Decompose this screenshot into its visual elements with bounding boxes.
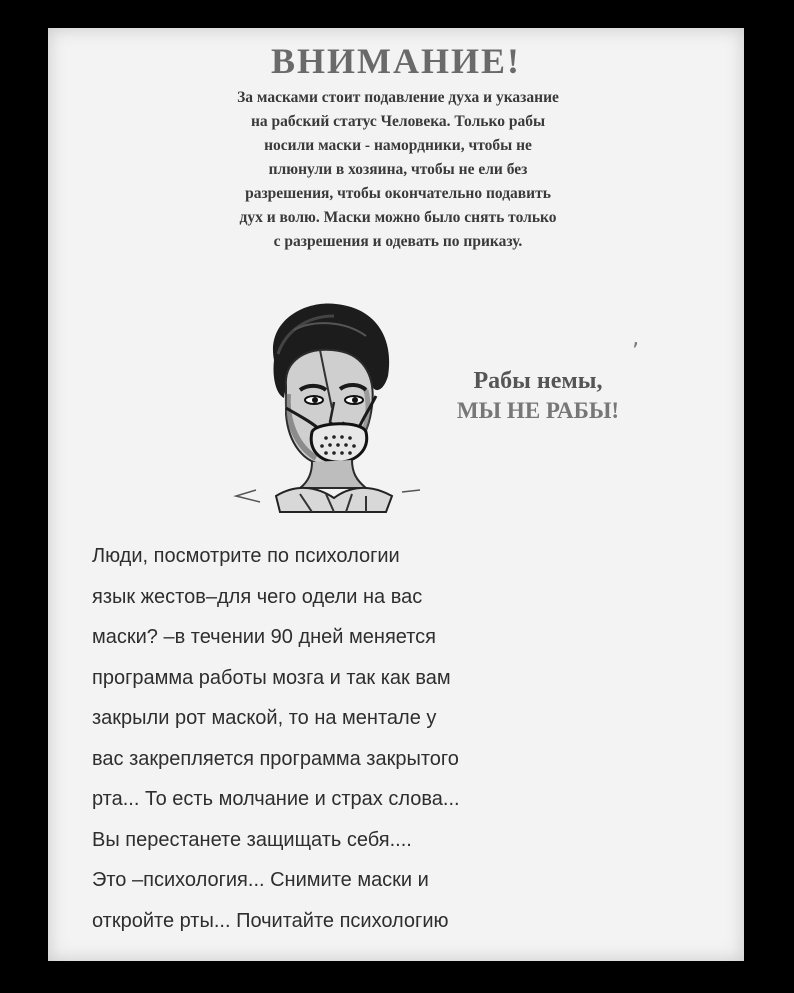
body-paragraph: [92, 536, 732, 941]
intro-line: дух и волю. Маски можно было снять только: [239, 209, 557, 226]
intro-line: носили маски - намордники, чтобы не: [264, 137, 532, 154]
body-line: Это –психология... Снимите маски и: [92, 869, 429, 891]
body-line: вас закрепляется программа закрытого: [92, 747, 459, 770]
intro-line: плюнули в хозяина, чтобы не ели без: [268, 161, 528, 178]
decorative-quote-icon: ‚: [632, 326, 639, 351]
slogan-line-1: Рабы немы,: [473, 368, 603, 394]
intro-line: с разрешения и одевать по приказу.: [273, 233, 523, 250]
body-line: маски? –в течении 90 дней меняется: [92, 626, 437, 648]
intro-paragraph: [138, 86, 658, 254]
poster-title: ВНИМАНИЕ!: [271, 41, 521, 81]
slogan: [378, 366, 698, 426]
body-line: Вы перестанете защищать себя....: [92, 828, 412, 851]
body-line: программа работы мозга и так как вам: [92, 666, 451, 689]
body-line: откройте рты... Почитайте психологию: [92, 909, 449, 932]
body-line: закрыли рот маской, то на ментале у: [92, 707, 437, 729]
body-line: Люди, посмотрите по психологии: [92, 545, 400, 567]
body-line: язык жестов–для чего одели на вас: [92, 585, 423, 608]
intro-line: разрешения, чтобы окончательно подавить: [245, 185, 551, 202]
intro-line: на рабский статус Человека. Только рабы: [250, 113, 546, 130]
intro-line: За масками стоит подавление духа и указание: [237, 89, 559, 106]
poster-sheet: [48, 28, 744, 961]
slogan-line-2: МЫ НЕ РАБЫ!: [456, 398, 620, 423]
body-line: рта... То есть молчание и страх слова...: [92, 788, 460, 810]
